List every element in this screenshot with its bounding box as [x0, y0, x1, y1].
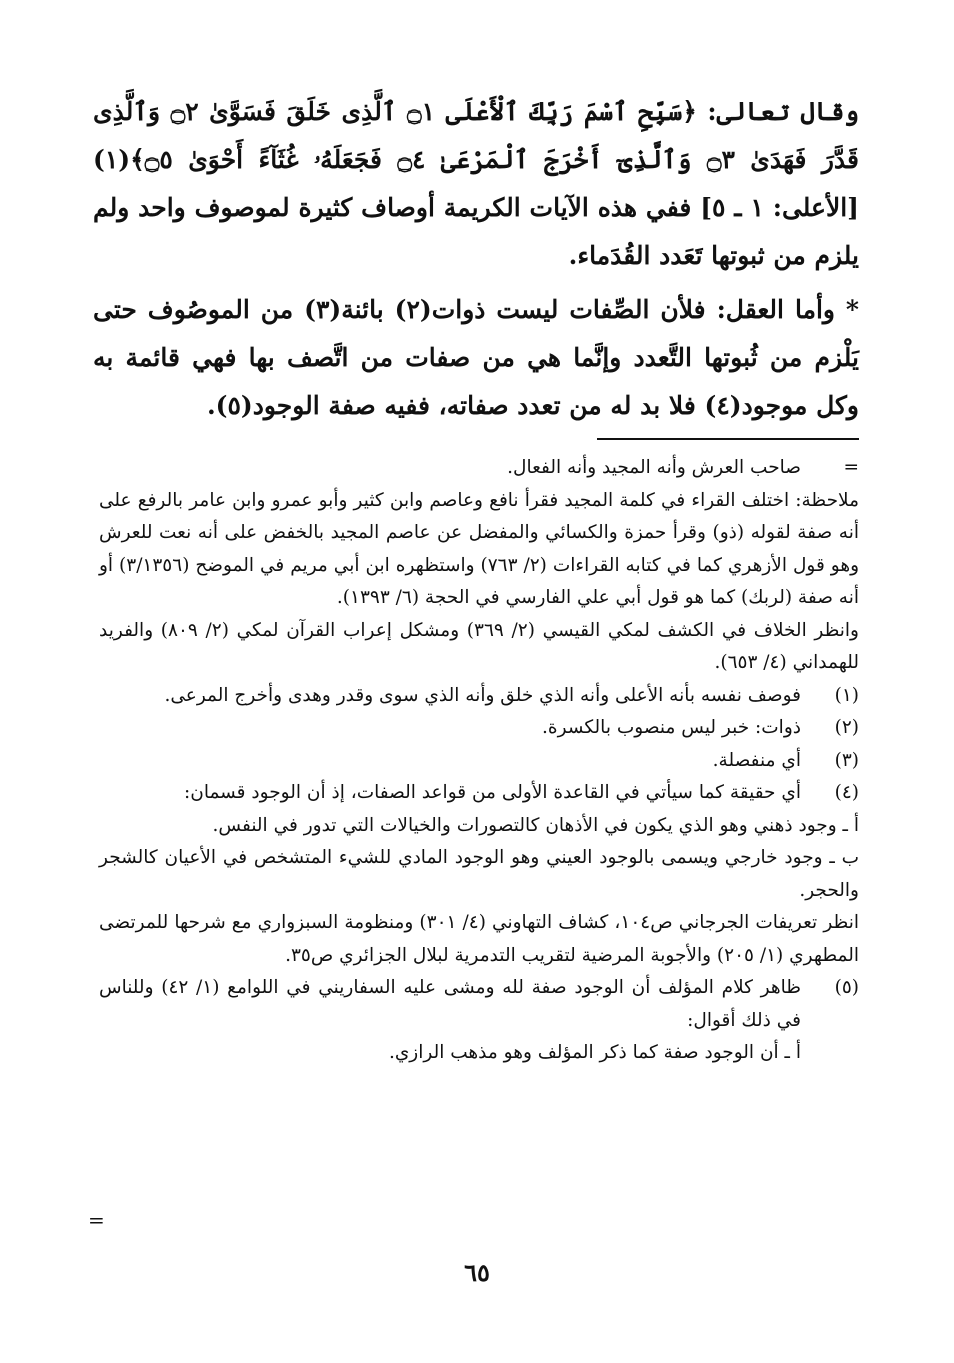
- continuation-mark: =: [843, 457, 859, 478]
- footnote-3: (٣) أي منفصلة.: [99, 745, 859, 778]
- reason-text: فلأن الصِّفات ليست ذوات(٢) بائنة(٣) من الموصُوف حتى يَلْزم من ثُبوتها التَّعدد وإنَّما هي من صفات من اتَّصف بها فهي قائمة به وكل موجود(٤) فلا بد له من تعدد صفاته، ففيه صفة الوجود(٥).: [93, 295, 859, 420]
- footnote-number: (٤): [834, 782, 859, 803]
- note-unzur: وانظر الخلاف في الكشف لمكي القيسي (٢/ ٣٦٩) ومشكل إعراب القرآن لمكي (٢/ ٨٠٩) والفريد للهمداني (٤/ ٦٥٣).: [99, 619, 859, 673]
- footnote-1: (١) فوصف نفسه بأنه الأعلى وأنه الذي خلق وأنه الذي سوى وقدر وهدى وأخرج المرعى.: [99, 680, 859, 713]
- note-mulahaza: ملاحظة: اختلف القراء في كلمة المجيد فقرأ نافع وعاصم وابن كثير وأبو عمرو وابن عامر بالرفع على أنه صفة لقوله (ذو) وقرأ حمزة والكسائي والمفضل عن عاصم المجيد بالخفض على أنه نعت للعرش وهو قول الأزهري كما في كتابه القراءات (٢/ ٧٦٣) واستظهره ابن أبي مريم في الموضح (٣/١٣٥٦) أو أنه صفة (لربك) كما هو قول أبي علي الفارسي في الحجة (٦/ ١٣٩٣).: [99, 489, 860, 608]
- footnote-number: (٣): [834, 749, 859, 771]
- footnote-4-item-b: ب ـ وجود خارجي ويسمى بالوجود العيني وهو الوجود المادي للشيء المتشخص في الأعيان كالشجر والحجر.: [99, 847, 859, 901]
- footnote-separator: [597, 438, 859, 440]
- footnote-5: (٥) ظاهر كلام المؤلف أن الوجود صفة لله ومشى عليه السفاريني في اللوامع (١/ ٤٢) وللناس في ذلك أقوال:: [99, 972, 859, 1037]
- footnote-5-item-a: أ ـ أن الوجود صفة كما ذكر المؤلف وهو مذهب الرازي.: [388, 1042, 801, 1063]
- footnote-number: (١): [834, 684, 859, 706]
- page-number: ٦٥: [464, 1258, 490, 1287]
- footnote-number: (٢): [834, 717, 859, 738]
- footnote-2: (٢) ذوات: خبر ليس منصوب بالكسرة.: [99, 712, 859, 745]
- reason-heading: * وأما العقل:: [716, 295, 860, 324]
- footnote-4-references: انظر تعريفات الجرجاني ص١٠٤، كشاف التهاوني (٤/ ٣٠١) ومنظومة السبزواري مع شرحها للمرتضى المطهري (١/ ٢٠٥) والأجوبة المرضية لتقريب التدمرية لبلال الجزائري ص٣٥.: [99, 912, 859, 966]
- footnotes: [99, 452, 859, 1070]
- footnote-4: (٤) أي حقيقة كما سيأتي في القاعدة الأولى من قواعد الصفات، إذ أن الوجود قسمان:: [99, 777, 859, 810]
- footnote-continuation: = صاحب العرش وأنه المجيد وأنه الفعال.: [99, 452, 859, 485]
- continued-mark: =: [88, 1208, 105, 1232]
- paragraph-quran-verses: وقال تعالى: ﴿سَبِّحِ ٱسْمَ رَبِّكَ ٱلْأَعْلَى ۝١ ٱلَّذِى خَلَقَ فَسَوَّىٰ ۝٢ وَٱلَّذِى قَدَّرَ فَهَدَىٰ ۝٣ وَٱلَّذِىٓ أَخْرَجَ ٱلْمَرْعَىٰ ۝٤ فَجَعَلَهُۥ غُثَآءً أَحْوَىٰ ۝٥﴾(١) [الأعلى: ١ ـ ٥] ففي هذه الآيات الكريمة أوصاف كثيرة لموصوف واحد ولم يلزم من ثبوتها تَعَدد القُدَماء.: [93, 97, 860, 270]
- footnote-number: (٥): [834, 977, 859, 998]
- footnote-4-item-a: أ ـ وجود ذهني وهو الذي يكون في الأذهان كالتصورات والخيالات التي تدور في النفس.: [212, 814, 859, 836]
- paragraph-reason: [93, 286, 859, 430]
- main-text: [93, 88, 859, 436]
